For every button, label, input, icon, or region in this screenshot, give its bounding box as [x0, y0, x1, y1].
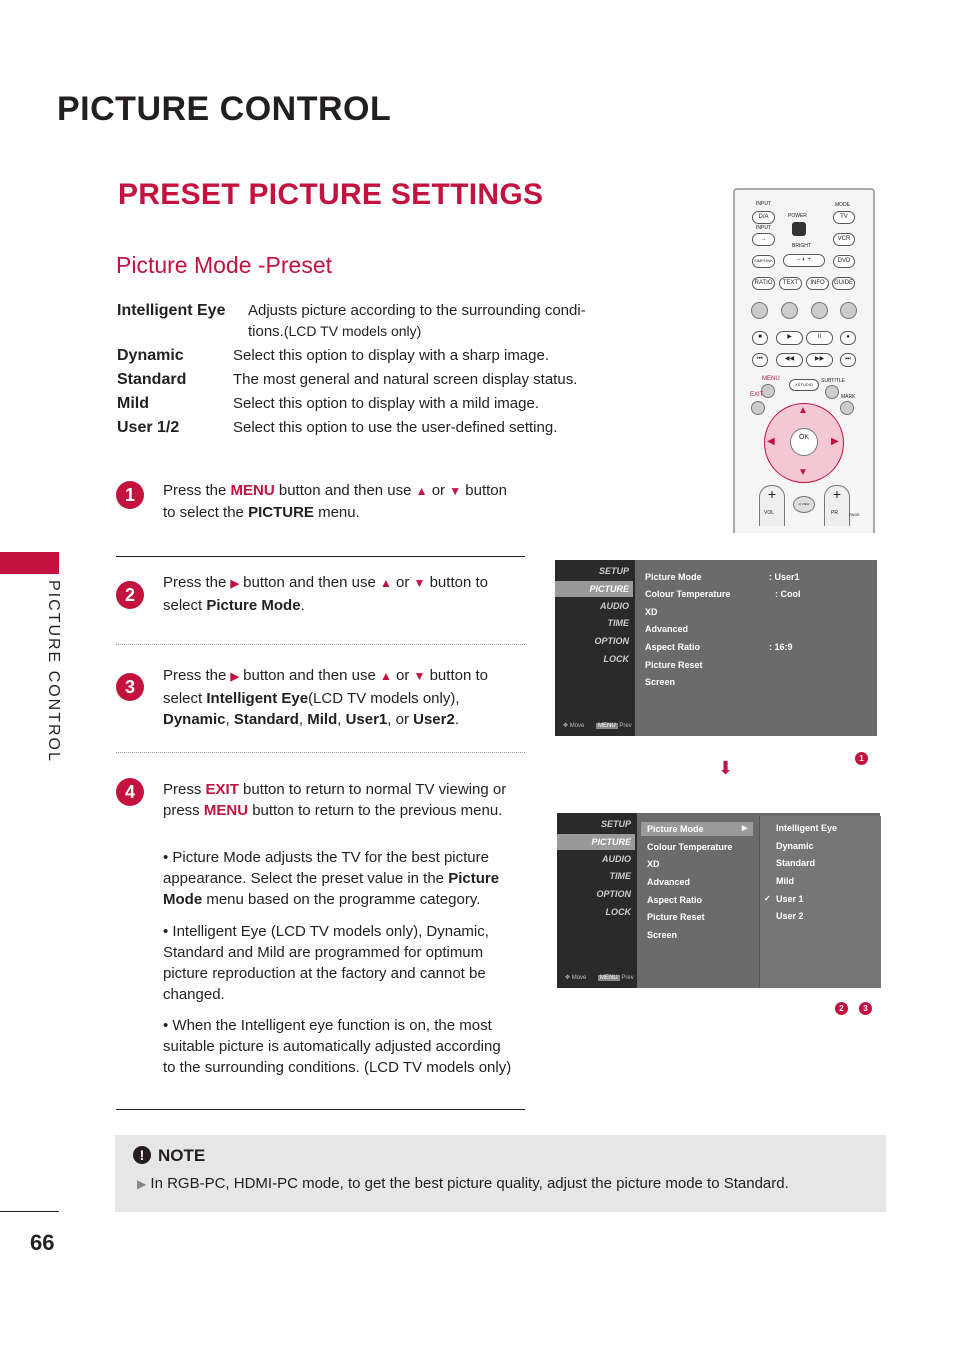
osd-tab[interactable]: LOCK — [605, 907, 631, 917]
osd-item[interactable]: Screen — [647, 930, 678, 940]
volume-plus-icon[interactable]: + — [759, 485, 785, 526]
bullet-item: • Intelligent Eye (LCD TV models only), Dynamic, Standard and Mild are programmed for optimum picture reproduction at the factory and cannot be changed. — [163, 923, 489, 1003]
mode-desc: Adjusts picture according to the surrounding condi- — [248, 302, 586, 319]
skip-back-button[interactable]: ⏮ — [752, 353, 768, 367]
down-arrow-icon[interactable]: ▼ — [798, 467, 808, 478]
osd-option[interactable]: Dynamic — [776, 841, 814, 851]
input-button[interactable]: → — [752, 233, 775, 246]
osd-tab[interactable]: PICTURE — [555, 581, 633, 597]
bright-slider[interactable]: – ◐ + — [783, 254, 825, 267]
qview-button[interactable]: Q.VIEW — [793, 496, 815, 513]
up-arrow-icon[interactable]: ▲ — [798, 405, 808, 416]
side-tab-marker — [0, 552, 59, 574]
ok-button[interactable]: OK — [790, 428, 818, 456]
color-button[interactable] — [751, 302, 768, 319]
skip-forward-button[interactable]: ⏭ — [840, 353, 856, 367]
section-title: Picture Mode -Preset — [116, 252, 333, 278]
osd-menu-2 — [557, 813, 880, 988]
osd-tab[interactable]: LOCK — [603, 654, 629, 664]
warning-icon: ! — [133, 1146, 151, 1164]
mode-desc: The most general and natural screen display status. — [233, 371, 578, 388]
step-3-text: Press the ▶ button and then use ▲ or ▼ button to select Intelligent Eye(LCD TV models only), Dynamic, Standard, Mild, User1, or User2. — [163, 667, 488, 728]
power-button[interactable] — [792, 222, 806, 236]
page-subtitle: PRESET PICTURE SETTINGS — [118, 178, 544, 211]
osd-value: : 16:9 — [769, 642, 793, 652]
remote-label: MENU — [762, 376, 780, 382]
tv-button[interactable]: TV — [833, 211, 855, 224]
xstudio-button[interactable]: XSTUDIO — [789, 379, 819, 391]
mode-term: Standard — [117, 371, 187, 388]
remote-label: MARK — [841, 394, 856, 400]
osd-tab[interactable]: TIME — [609, 871, 631, 881]
step-4-text: Press EXIT button to return to normal TV viewing or press MENU button to return to the previous menu. — [163, 781, 507, 819]
divider — [116, 556, 525, 557]
left-arrow-icon[interactable]: ◀ — [767, 436, 775, 447]
page-number: 66 — [30, 1230, 55, 1255]
remote-label: MODE — [835, 202, 850, 208]
remote-label: VOL — [764, 510, 775, 516]
mode-term: Dynamic — [117, 347, 184, 364]
osd-item[interactable]: Colour Temperature — [645, 589, 731, 599]
remote-label: BRIGHT — [792, 243, 811, 249]
note-box — [115, 1135, 886, 1212]
remote-label: SUBTITLE — [821, 378, 845, 384]
osd-tab[interactable]: TIME — [607, 618, 629, 628]
step-number: 1 — [116, 481, 144, 509]
remote-label: EXIT — [750, 392, 764, 398]
page-rule — [0, 1211, 59, 1212]
bullet-item: • When the Intelligent eye function is on, the most suitable picture is automatically adjusted according to the surrounding conditions. (LCD TV models only) — [163, 1017, 512, 1076]
bullet-item: • Picture Mode adjusts the TV for the best picture appearance. Select the preset value in the Picture Mode menu based on the programme category. — [163, 849, 500, 908]
step-number: 2 — [116, 581, 144, 609]
mode-term: Intelligent Eye — [117, 302, 226, 319]
osd-item[interactable]: Colour Temperature — [647, 842, 733, 852]
remote-label: POWER — [788, 213, 807, 219]
exit-button[interactable] — [751, 401, 765, 415]
osd-tabs — [557, 813, 637, 988]
osd-footer: ✥ Move MENU Prev — [563, 723, 632, 729]
rewind-button[interactable]: ◀◀ — [776, 353, 803, 367]
step-1-text: Press the MENU button and then use ▲ or ▼ button to select the PICTURE menu. — [163, 482, 507, 521]
mode-desc: Select this option to use the user-defined setting. — [233, 419, 558, 436]
step-number: 4 — [116, 778, 144, 806]
mode-term: Mild — [117, 395, 149, 412]
divider — [116, 1109, 525, 1110]
note-text: ▶ In RGB-PC, HDMI-PC mode, to get the best picture quality, adjust the picture mode to Standard. — [137, 1175, 789, 1192]
guide-button[interactable]: GUIDE — [832, 277, 855, 290]
simplink-button[interactable]: SIMPLINK — [752, 255, 775, 268]
osd-tab[interactable]: SETUP — [598, 566, 629, 576]
osd-option[interactable]: User 2 — [776, 911, 804, 921]
play-button[interactable]: ▶ — [776, 331, 803, 345]
step-2-text: Press the ▶ button and then use ▲ or ▼ button to select Picture Mode. — [163, 574, 488, 614]
dotted-divider — [116, 644, 525, 645]
dvd-button[interactable]: DVD — [833, 255, 855, 268]
osd-tab[interactable]: AUDIO — [600, 601, 629, 611]
down-arrow-icon: ⬇ — [718, 758, 734, 778]
ratio-button[interactable]: RATIO — [752, 277, 775, 290]
mode-desc-cont: tions.(LCD TV models only) — [248, 323, 422, 340]
check-icon: ✓ — [764, 894, 771, 903]
mode-desc: Select this option to display with a sharp image. — [233, 347, 550, 364]
step-marker: 3 — [859, 1002, 872, 1015]
chapter-title: PICTURE CONTROL — [57, 90, 392, 128]
channel-plus-icon[interactable]: + — [824, 485, 850, 526]
color-button[interactable] — [840, 302, 857, 319]
fast-forward-button[interactable]: ▶▶ — [806, 353, 833, 367]
osd-item[interactable]: XD — [645, 607, 658, 617]
osd-option[interactable]: Mild — [776, 876, 794, 886]
osd-item[interactable]: Picture Reset — [647, 912, 705, 922]
osd-value: : Cool — [775, 589, 801, 599]
osd-item[interactable]: Picture Reset — [645, 660, 703, 670]
osd-tab[interactable]: OPTION — [594, 636, 629, 646]
mode-desc: Select this option to display with a mild image. — [233, 395, 539, 412]
osd-value: : User1 — [769, 572, 800, 582]
osd-option[interactable]: Standard — [776, 858, 816, 868]
remote-label: PAGE — [849, 512, 860, 517]
osd-tabs — [555, 560, 635, 736]
step-marker: 1 — [855, 752, 868, 765]
osd-item[interactable]: Aspect Ratio — [645, 642, 701, 652]
osd-option[interactable]: Intelligent Eye — [776, 823, 838, 833]
osd-item[interactable]: Picture Mode — [647, 824, 704, 834]
pause-button[interactable]: II — [806, 331, 833, 345]
vcr-button[interactable]: VCR — [833, 233, 855, 246]
osd-item[interactable]: Advanced — [645, 624, 689, 634]
osd-tab[interactable]: PICTURE — [557, 834, 635, 850]
right-arrow-icon: ▶ — [742, 825, 748, 832]
text-button[interactable]: TEXT — [779, 277, 802, 290]
color-button[interactable] — [781, 302, 798, 319]
stop-button[interactable]: ■ — [752, 331, 768, 345]
dotted-divider — [116, 752, 525, 753]
osd-item[interactable]: Picture Mode — [645, 572, 702, 582]
remote-label: PR — [831, 510, 838, 516]
osd-footer: ✥ Move MENU Prev — [565, 975, 634, 981]
osd-option[interactable]: User 1 — [776, 894, 804, 904]
osd-tab[interactable]: OPTION — [596, 889, 631, 899]
osd-menu-1 — [555, 560, 877, 736]
side-label: PICTURE CONTROL — [45, 580, 62, 763]
right-arrow-icon[interactable]: ▶ — [831, 436, 839, 447]
remote-label: INPUT — [756, 225, 771, 231]
info-button[interactable]: INFO — [806, 277, 829, 290]
mark-button[interactable] — [840, 401, 854, 415]
osd-item[interactable]: Advanced — [647, 877, 691, 887]
osd-tab[interactable]: SETUP — [600, 819, 631, 829]
remote-control — [733, 188, 875, 533]
step-marker: 2 — [835, 1002, 848, 1015]
mode-term: User 1/2 — [117, 419, 180, 436]
note-title: NOTE — [158, 1146, 206, 1165]
remote-label: INPUT — [756, 201, 771, 207]
osd-tab[interactable]: AUDIO — [602, 854, 631, 864]
osd-item[interactable]: XD — [647, 859, 660, 869]
osd-item[interactable]: Screen — [645, 677, 676, 687]
color-button[interactable] — [811, 302, 828, 319]
osd-item[interactable]: Aspect Ratio — [647, 895, 703, 905]
step-number: 3 — [116, 673, 144, 701]
subtitle-button[interactable] — [825, 385, 839, 399]
record-button[interactable]: ● — [840, 331, 856, 345]
da-button[interactable]: D/A — [752, 211, 775, 224]
